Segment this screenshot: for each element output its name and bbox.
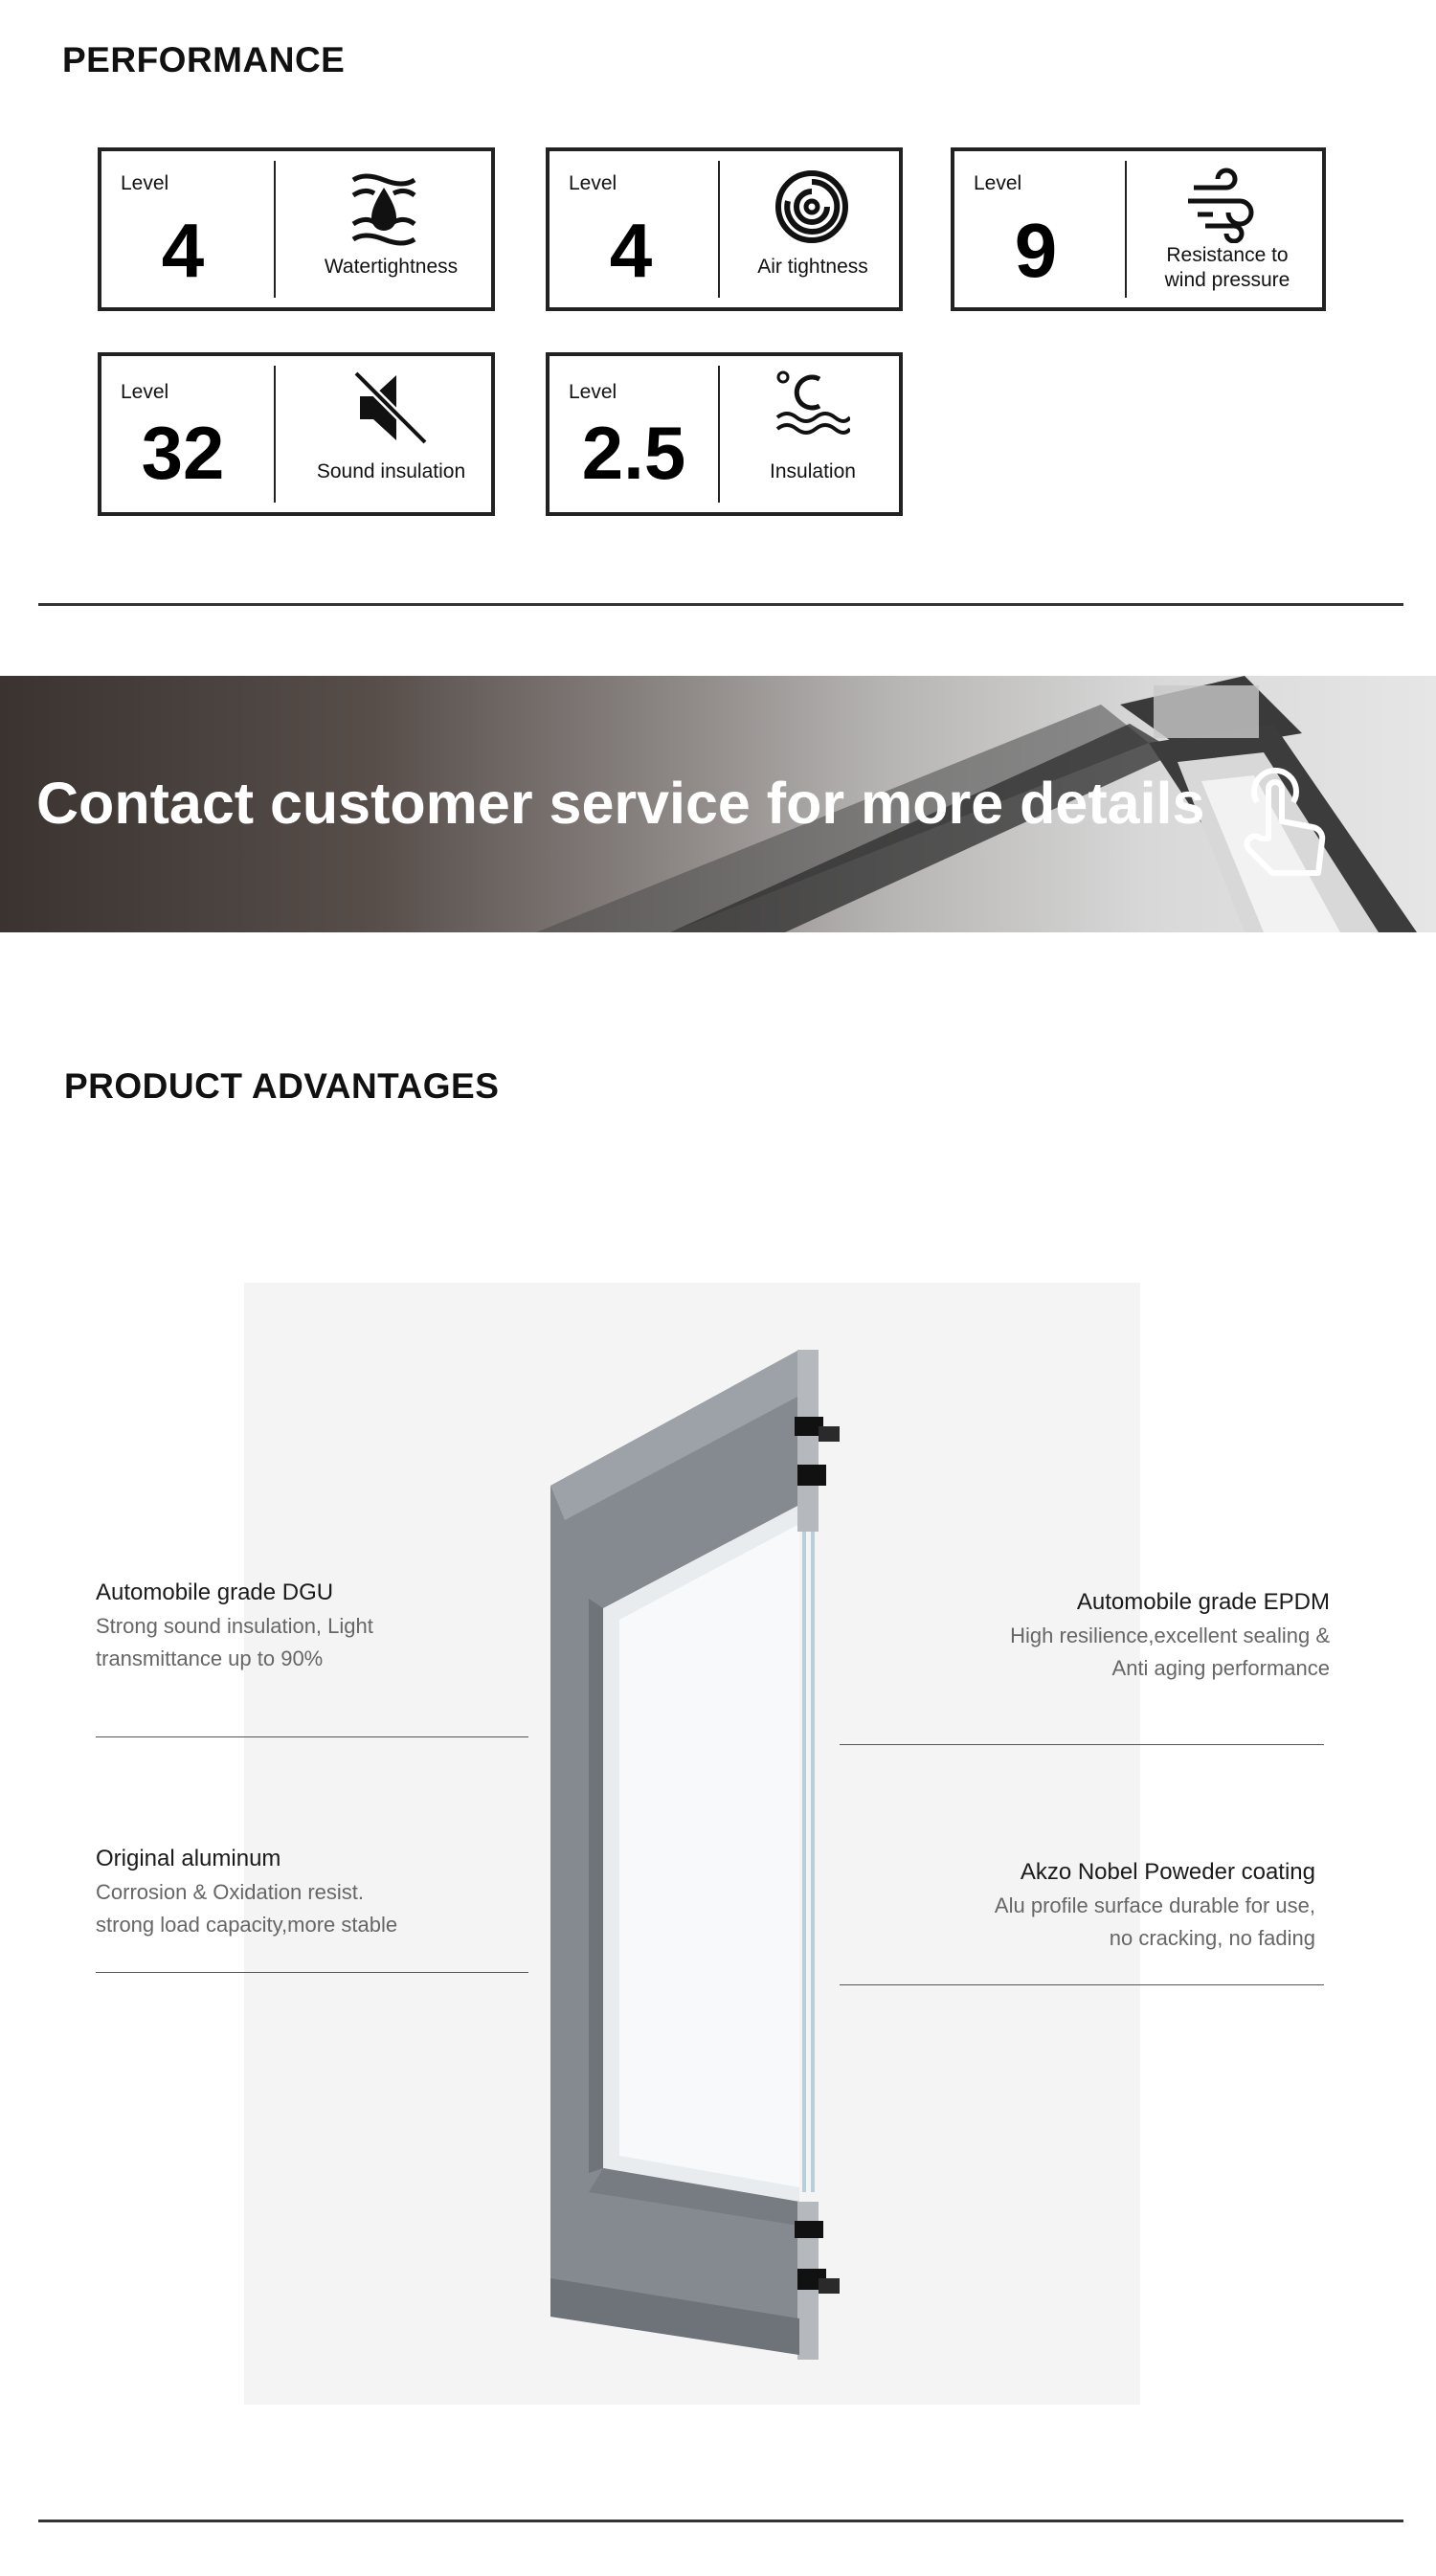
performance-card-wind-pressure	[951, 147, 1326, 311]
contact-banner[interactable]	[0, 676, 1436, 932]
wind-icon	[1184, 167, 1261, 243]
feature-desc-line2: strong load capacity,more stable	[96, 1913, 398, 1937]
performance-card-watertightness	[98, 147, 495, 311]
level-value: 9	[1014, 208, 1058, 293]
feature-desc-line1: Strong sound insulation, Light	[96, 1614, 373, 1638]
feature-desc	[995, 1890, 1315, 1955]
level-value: 4	[609, 208, 653, 293]
product-image	[244, 1283, 1140, 2405]
feature-title: Original aluminum	[96, 1846, 281, 1871]
feature-desc	[96, 1876, 397, 1941]
level-label: Level	[121, 172, 169, 194]
feature-desc-line2: transmittance up to 90%	[96, 1646, 324, 1670]
card-name: Insulation	[770, 460, 856, 482]
section-divider	[38, 603, 1403, 606]
feature-divider	[840, 1744, 1324, 1745]
touch-hand-icon	[1230, 754, 1335, 888]
mute-speaker-icon	[352, 370, 429, 446]
card-name: Sound insulation	[316, 460, 466, 482]
banner-text: Contact customer service for more details	[36, 771, 1205, 836]
performance-card-air-tightness	[546, 147, 903, 311]
feature-desc-line1: Corrosion & Oxidation resist.	[96, 1880, 364, 1904]
card-name-line2: wind pressure	[1164, 269, 1290, 291]
feature-title: Automobile grade DGU	[96, 1579, 334, 1605]
card-name-line1: Resistance to	[1166, 244, 1289, 266]
level-label: Level	[569, 172, 617, 194]
feature-desc-line1: Alu profile surface durable for use,	[994, 1893, 1315, 1917]
performance-card-sound-insulation	[98, 352, 495, 516]
level-value: 32	[141, 411, 225, 495]
feature-desc-line1: High resilience,excellent sealing &	[1010, 1624, 1330, 1647]
feature-desc	[96, 1610, 373, 1675]
feature-desc-line2: no cracking, no fading	[1109, 1926, 1315, 1950]
feature-divider	[96, 1736, 528, 1737]
level-label: Level	[121, 381, 169, 403]
level-value: 2.5	[581, 411, 686, 495]
section-divider	[38, 2520, 1403, 2522]
air-spiral-icon	[774, 168, 850, 245]
level-value: 4	[161, 208, 205, 293]
level-label: Level	[974, 172, 1022, 194]
water-drop-icon	[346, 170, 422, 247]
performance-title: PERFORMANCE	[62, 40, 346, 79]
feature-title: Akzo Nobel Poweder coating	[1020, 1859, 1315, 1885]
card-name: Air tightness	[757, 256, 868, 278]
feature-desc-line2: Anti aging performance	[1111, 1656, 1330, 1680]
feature-divider	[840, 1984, 1324, 1985]
feature-desc	[1010, 1620, 1330, 1685]
temperature-waves-icon	[774, 368, 850, 444]
card-name	[1141, 243, 1313, 293]
level-label: Level	[569, 381, 617, 403]
advantages-title: PRODUCT ADVANTAGES	[64, 1066, 500, 1106]
feature-title: Automobile grade EPDM	[1076, 1589, 1330, 1615]
performance-card-insulation	[546, 352, 903, 516]
feature-divider	[96, 1972, 528, 1973]
card-name: Watertightness	[324, 256, 459, 278]
